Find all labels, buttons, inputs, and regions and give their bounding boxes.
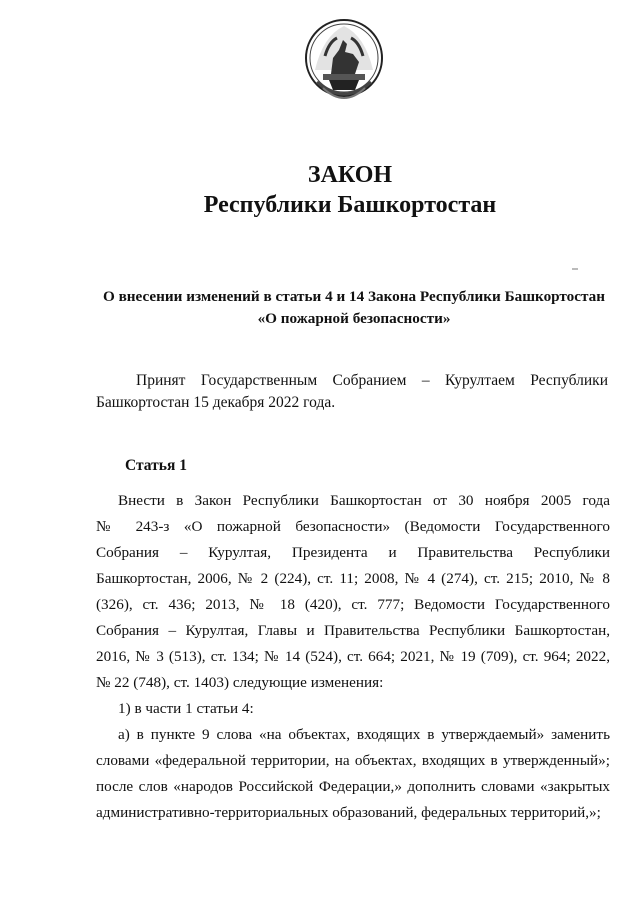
article-line: № 22 (748), ст. 1403) следующие изменения: <box>96 674 384 691</box>
item-a-line: административно-территориальных образований, федеральных территорий,»; <box>96 804 601 821</box>
article-line: (326), ст. 436; 2013, № 18 (420), ст. 777; Ведомости Государственного <box>96 596 610 613</box>
list-item-1: 1) в части 1 статьи 4: <box>118 700 254 717</box>
adoption-note <box>96 370 608 414</box>
item-a-line: после слов «народов Российской Федерации,» дополнить словами «закрытых <box>96 778 610 795</box>
title-line-1: ЗАКОН <box>307 162 393 188</box>
article-line: Внести в Закон Республики Башкортостан от 30 ноября 2005 года <box>118 492 610 509</box>
article-heading: Статья 1 <box>125 457 187 474</box>
adoption-line-2: Башкортостан 15 декабря 2022 года. <box>96 394 336 411</box>
article-line: Собрания – Курултая, Президента и Правительства Республики <box>96 544 610 561</box>
article-body <box>96 488 610 826</box>
subject-line-2: «О пожарной безопасности» <box>257 310 451 327</box>
article-line: 2016, № 3 (513), ст. 134; № 14 (524), ст. 664; 2021, № 19 (709), ст. 964; 2022, <box>96 648 610 665</box>
subject-line-1: О внесении изменений в статьи 4 и 14 Закона Республики Башкортостан <box>102 288 606 305</box>
law-subject <box>102 286 606 330</box>
item-a-line: словами «федеральной территории, на объектах, входящих в утвержденный»; <box>96 752 610 769</box>
article-line: Собрания – Курултая, Главы и Правительства Республики Башкортостан, <box>96 622 610 639</box>
adoption-line-1: Принят Государственным Собранием – Курултаем Республики <box>136 372 608 389</box>
scan-mark <box>572 268 578 270</box>
coat-of-arms-icon <box>303 16 385 112</box>
item-a-line: а) в пункте 9 слова «на объектах, входящих в утверждаемый» заменить <box>118 726 610 743</box>
document-title <box>0 160 640 220</box>
title-line-2: Республики Башкортостан <box>203 192 497 218</box>
article-line: № 243-з «О пожарной безопасности» (Ведомости Государственного <box>96 518 610 535</box>
article-line: Башкортостан, 2006, № 2 (224), ст. 11; 2008, № 4 (274), ст. 215; 2010, № 8 <box>96 570 610 587</box>
